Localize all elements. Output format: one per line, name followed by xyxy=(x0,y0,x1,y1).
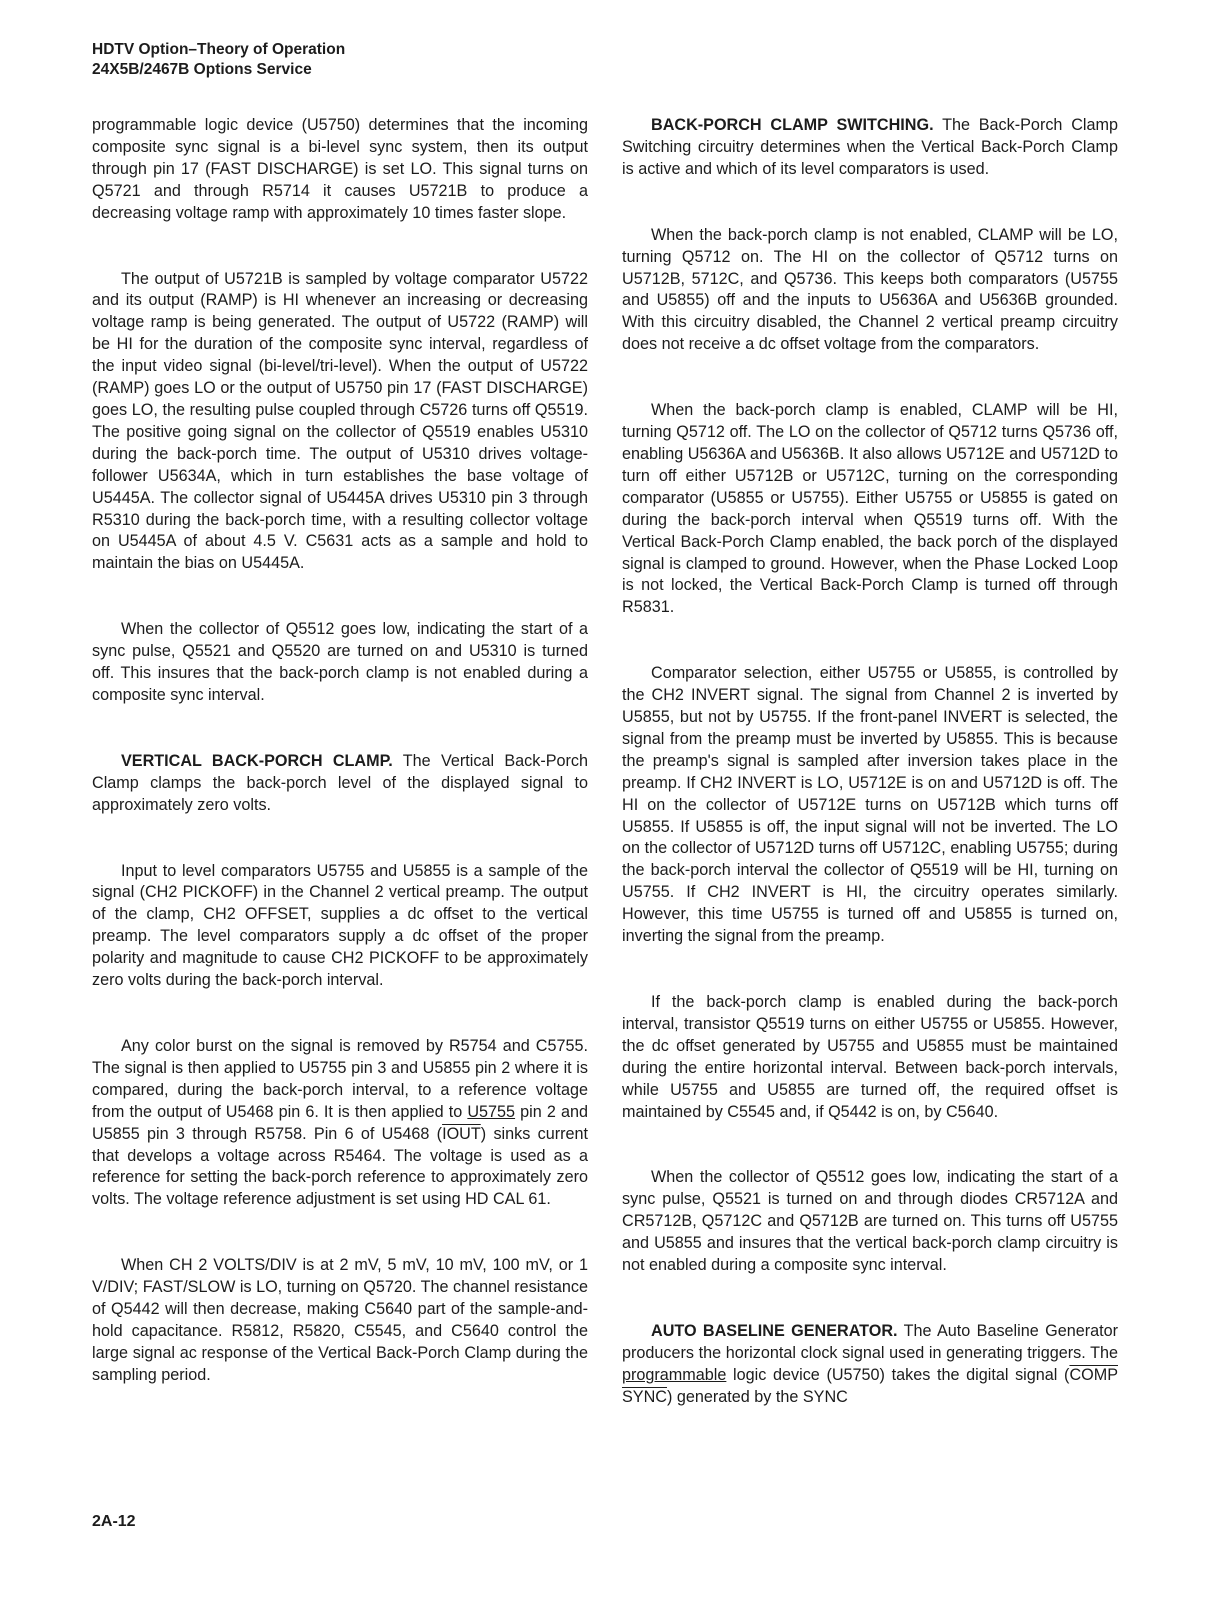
paragraph: When the collector of Q5512 goes low, indicating the start of a sync pulse, Q5521 and Q5520 are turned on and U5310 is turned off. This insures that the back-porch clamp is not enabled during a composite sync interval. xyxy=(92,620,588,704)
paragraph: The output of U5721B is sampled by voltage comparator U5722 and its output (RAMP) is HI whenever an increasing or decreasing voltage ramp is being generated. The output of U5722 (RAMP) will be HI for the duration of the composite sync interval, regardless of the input video signal (bi-level/tri-level). When the output of U5722 (RAMP) goes LO or the output of U5750 pin 17 (FAST DISCHARGE) goes LO, the resulting pulse coupled through C5726 turns off Q5519. The positive going signal on the collector of Q5519 enables U5310 during the back-porch time. The output of U5310 drives voltage-follower U5634A, which in turn establishes the base voltage of U5445A. The collector signal of U5445A drives U5310 pin 3 through R5310 during the back-porch time, with a resulting collector voltage on U5445A of about 4.5 V. C5631 acts as a sample and hold to maintain the bias on U5445A. xyxy=(92,269,588,573)
header-subtitle: 24X5B/2467B Options Service xyxy=(92,61,312,78)
paragraph: When the back-porch clamp is enabled, CLAMP will be HI, turning Q5712 off. The LO on the collector of Q5712 turns Q5736 off, enabling U5636A and U5636B. It also allows U5712E and U5712D to turn off either U5712B or U5712C, turning on the corresponding comparator (U5855 or U5755). Either U5755 or U5855 is gated on during the back-porch interval when Q5519 turns off. With the Vertical Back-Porch Clamp enabled, the back porch of the displayed signal is clamped to ground. However, when the Phase Locked Loop is not locked, the Vertical Back-Porch Clamp is turned off through R5831. xyxy=(622,401,1118,617)
paragraph: Input to level comparators U5755 and U5855 is a sample of the signal (CH2 PICKOFF) in the Channel 2 vertical preamp. The output of the clamp, CH2 OFFSET, supplies a dc offset to the vertical preamp. The level comparators supply a dc offset of the proper polarity and magnitude to cause CH2 PICKOFF to be approximately zero volts during the back-porch interval. xyxy=(92,861,588,990)
running-header xyxy=(92,40,345,80)
left-column xyxy=(92,115,588,1387)
paragraph: Any color burst on the signal is removed by R5754 and C5755. The signal is then applied to U5755 pin 3 and U5855 pin 2 where it is compared, during the back-porch interval, to a reference voltage from the output of U5468 pin 6. It is then applied to U5755 pin 2 and U5855 pin 3 through R5758. Pin 6 of U5468 (IOUT) sinks current that develops a voltage across R5464. The voltage is used as a reference for setting the back-porch reference to approximately zero volts. The voltage reference adjustment is set using HD CAL 61. xyxy=(92,1037,588,1209)
paragraph: BACK-PORCH CLAMP SWITCHING. The Back-Porch Clamp Switching circuitry determines when the Vertical Back-Porch Clamp is active and which of its level comparators is used. xyxy=(622,116,1118,178)
paragraph: VERTICAL BACK-PORCH CLAMP. The Vertical Back-Porch Clamp clamps the back-porch level of the displayed signal to approximately zero volts. xyxy=(92,751,588,814)
header-title: HDTV Option–Theory of Operation xyxy=(92,41,346,58)
paragraph: If the back-porch clamp is enabled during the back-porch interval, transistor Q5519 turns on either U5755 or U5855. However, the dc offset generated by U5755 and U5855 must be maintained during the entire horizontal interval. Between back-porch intervals, while U5755 and U5855 are turned off, the required offset is maintained by C5545 and, if Q5442 is on, by C5640. xyxy=(622,993,1118,1121)
paragraph: programmable logic device (U5750) determines that the incoming composite sync signal is a bi-level sync system, then its output through pin 17 (FAST DISCHARGE) is set LO. This signal turns on Q5721 and through R5714 it causes U5721B to produce a decreasing voltage ramp with approximately 10 times faster slope. xyxy=(92,116,588,222)
paragraph: When the back-porch clamp is not enabled, CLAMP will be LO, turning Q5712 on. The HI on the collector of Q5712 turns on U5712B, 5712C, and Q5736. This keeps both comparators (U5755 and U5855) off and the inputs to U5636A and U5636B grounded. With this circuitry disabled, the Channel 2 vertical preamp circuitry does not receive a dc offset voltage from the comparators. xyxy=(622,225,1118,354)
right-column xyxy=(622,115,1118,1409)
section-heading: BACK-PORCH CLAMP SWITCHING. xyxy=(651,116,934,134)
page-number: 2A-12 xyxy=(92,1513,136,1530)
overlined-signal: COMP SYNC xyxy=(622,1365,1118,1406)
overlined-signal: IOUT xyxy=(442,1124,481,1143)
paragraph: Comparator selection, either U5755 or U5855, is controlled by the CH2 INVERT signal. The signal from Channel 2 is inverted by U5855, but not by U5755. If the front-panel INVERT is selected, the signal from the preamp must be inverted by U5855. This is because the preamp's signal is sampled after inversion takes place in the preamp. If CH2 INVERT is LO, U5712E is on and U5712D is off. The HI on the collector of U5712E turns on U5712B which turns off U5855. If U5855 is off, the input signal will not be inverted. The LO on the collector of U5712D turns off U5712C, enabling U5755; during the back-porch interval the collector of Q5519 will be HI, turning on U5755. If CH2 INVERT is HI, the circuitry operates similarly. However, this time U5755 is turned off and U5855 is turned on, inverting the signal from the preamp. xyxy=(622,664,1118,946)
section-heading: AUTO BASELINE GENERATOR. xyxy=(651,1321,898,1340)
paragraph: When CH 2 VOLTS/DIV is at 2 mV, 5 mV, 10 mV, 100 mV, or 1 V/DIV; FAST/SLOW is LO, turning on Q5720. The channel resistance of Q5442 will then decrease, making C5640 part of the sample-and-hold capacitance. R5812, R5820, C5545, and C5640 control the large signal ac response of the Vertical Back-Porch Clamp during the sampling period. xyxy=(92,1256,588,1384)
paragraph: AUTO BASELINE GENERATOR. The Auto Baseline Generator producers the horizontal clock signal used in generating triggers. The programmable logic device (U5750) takes the digital signal (COMP SYNC) generated by the SYNC xyxy=(622,1321,1118,1406)
section-heading: VERTICAL BACK-PORCH CLAMP. xyxy=(121,751,393,770)
paragraph: When the collector of Q5512 goes low, indicating the start of a sync pulse, Q5521 is turned on and through diodes CR5712A and CR5712B, Q5712C and Q5712B are turned on. This turns off U5755 and U5855 and insures that the vertical back-porch clamp circuitry is not enabled during a composite sync interval. xyxy=(622,1168,1118,1275)
